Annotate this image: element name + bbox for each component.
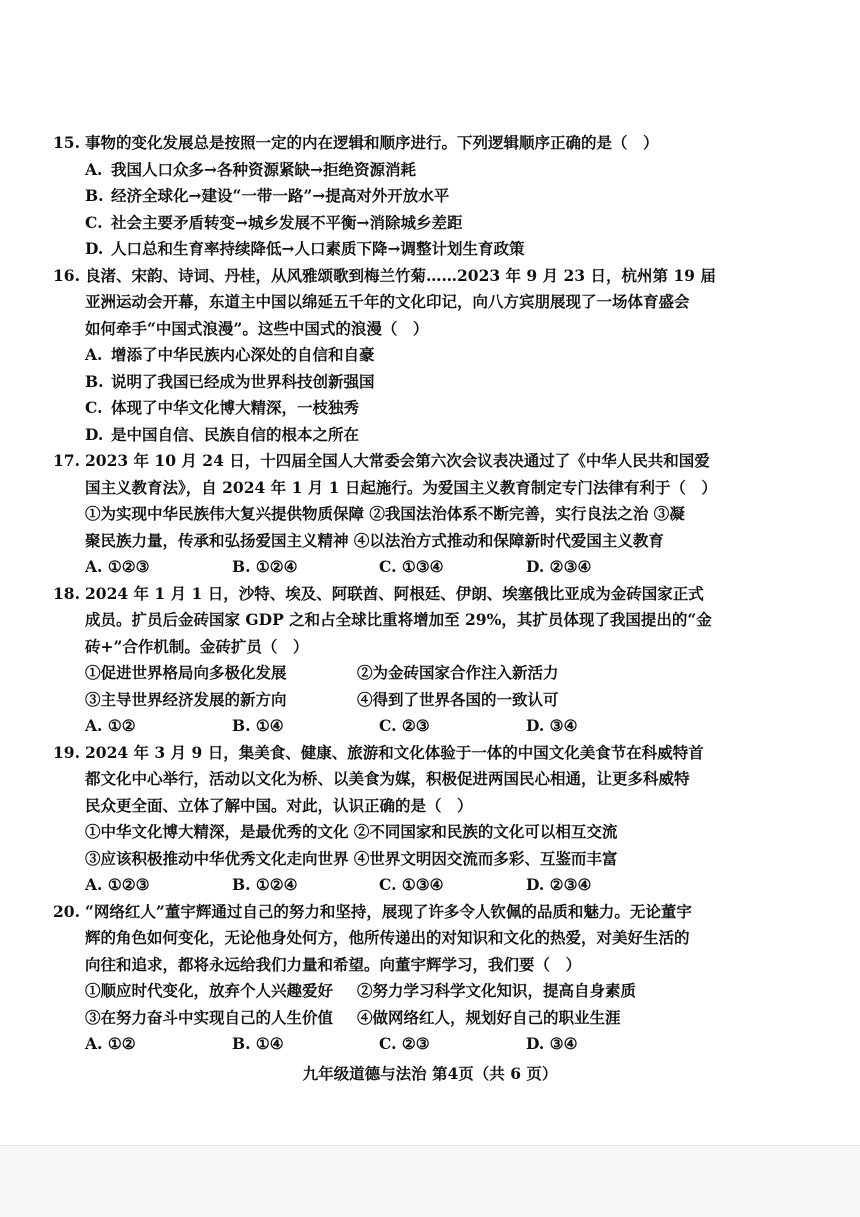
question-16 [0,263,860,449]
option-a: A. 我国人口众多→各种资源紧缺→拒绝资源消耗 [85,159,416,179]
option-a: A. 增添了中华民族内心深处的自信和自豪 [85,345,375,364]
statement-row [0,1005,860,1032]
statement-line: ①中华文化博大精深，是最优秀的文化 ②不同国家和民族的文化可以相互交流 [85,822,618,841]
option-b: B. ①②④ [232,875,298,894]
statement-3: ③在努力奋斗中实现自己的人生价值 [85,1007,334,1027]
question-19 [0,740,860,899]
option-b: B. ①②④ [232,557,298,576]
option-c: C. ①③④ [379,557,444,576]
question-stem: 2024 年 3 月 9 日，集美食、健康、旅游和文化体验于一体的中国文化美食节在科威特首 [85,742,704,762]
answer-options [0,872,860,899]
statement-line: ③应该积极推动中华优秀文化走向世界 ④世界文明因交流而多彩、互鉴而丰富 [85,848,618,868]
option-d: D. 是中国自信、民族自信的根本之所在 [85,424,360,444]
question-list [0,130,860,1058]
question-stem: 向往和追求，都将永远给我们力量和希望。向董宇辉学习，我们要（ ） [85,954,582,974]
question-17 [0,448,860,581]
statement-4: ④做网络红人，规划好自己的职业生涯 [357,1007,621,1027]
question-stem: 如何牵手“中国式浪漫”。这些中国式的浪漫（ ） [85,318,429,338]
question-number: 15. [53,133,80,152]
question-stem: 2023 年 10 月 24 日，十四届全国人大常委会第六次会议表决通过了《中华人民共和国爱 [85,451,710,470]
option-b: B. 经济全球化→建设“一带一路”→提高对外开放水平 [85,186,450,205]
option-d: D. ③④ [526,1034,578,1053]
option-a: A. ①② [85,1034,136,1053]
option-d: D. ②③④ [526,557,592,576]
option-b: B. 说明了我国已经成为世界科技创新强国 [85,371,375,391]
statement-row [0,687,860,714]
option-c: C. 体现了中华文化博大精深，一枝独秀 [85,398,360,417]
answer-options [0,554,860,581]
question-number: 20. [53,901,80,921]
statement-1: ①顺应时代变化，放弃个人兴趣爱好 [85,981,334,1000]
question-number: 19. [53,742,80,762]
option-c: C. ②③ [379,716,430,735]
statement-4: ④得到了世界各国的一致认可 [357,689,559,709]
option-d: D. 人口总和生育率持续降低→人口素质下降→调整计划生育政策 [85,239,525,258]
statement-line: 聚民族力量，传承和弘扬爱国主义精神 ④以法治方式推动和保障新时代爱国主义教育 [85,530,664,550]
question-stem: 都文化中心举行，活动以文化为桥、以美食为媒，积极促进两国民心相通，让更多科威特 [85,769,690,788]
question-stem: “网络红人”董宇辉通过自己的努力和坚持，展现了许多令人钦佩的品质和魅力。无论董宇 [85,901,692,921]
question-stem: 成员。扩员后金砖国家 GDP 之和占全球比重将增加至 29%，其扩员体现了我国提出的“金 [85,610,712,629]
question-stem: 事物的变化发展总是按照一定的内在逻辑和顺序进行。下列逻辑顺序正确的是（ ） [85,133,659,152]
question-number: 18. [53,583,80,603]
statement-row [0,978,860,1005]
option-a: A. ①②③ [85,875,150,894]
option-a: A. ①②③ [85,557,150,576]
option-d: D. ②③④ [526,875,592,894]
page-bottom-margin [0,1145,860,1217]
option-c: C. ①③④ [379,875,444,894]
answer-options [0,1031,860,1058]
question-20 [0,899,860,1058]
question-number: 17. [53,451,80,470]
question-15 [0,130,860,263]
question-stem: 2024 年 1 月 1 日，沙特、埃及、阿联酋、阿根廷、伊朗、埃塞俄比亚成为金砖国家正式 [85,583,704,603]
statement-3: ③主导世界经济发展的新方向 [85,689,287,709]
question-number: 16. [53,265,80,285]
statement-2: ②为金砖国家合作注入新活力 [357,663,559,682]
statement-row [0,660,860,687]
question-stem: 良渚、宋韵、诗词、丹桂，从风雅颂歌到梅兰竹菊……2023 年 9 月 23 日，杭州第 19 届 [85,265,716,285]
question-18 [0,581,860,740]
statement-2: ②努力学习科学文化知识，提高自身素质 [357,981,637,1000]
option-c: C. 社会主要矛盾转变→城乡发展不平衡→消除城乡差距 [85,212,463,232]
option-b: B. ①④ [232,1034,284,1053]
statement-line: ①为实现中华民族伟大复兴提供物质保障 ②我国法治体系不断完善，实行良法之治 ③凝 [85,504,685,523]
question-stem: 辉的角色如何变化，无论他身处何方，他所传递出的对知识和文化的热爱，对美好生活的 [85,928,690,947]
page-footer: 九年级道德与法治 第4页（共 6 页） [302,1064,558,1083]
option-d: D. ③④ [526,716,578,735]
question-stem: 民众更全面、立体了解中国。对此，认识正确的是（ ） [85,795,473,815]
question-stem: 砖+”合作机制。金砖扩员（ ） [85,636,309,656]
answer-options [0,713,860,740]
question-stem: 亚洲运动会开幕，东道主中国以绵延五千年的文化印记，向八方宾朋展现了一场体育盛会 [85,292,690,311]
option-c: C. ②③ [379,1034,430,1053]
question-stem: 国主义教育法》，自 2024 年 1 月 1 日起施行。为爱国主义教育制定专门法律有利于（ ） [85,477,717,497]
option-b: B. ①④ [232,716,284,735]
option-a: A. ①② [85,716,136,735]
statement-1: ①促进世界格局向多极化发展 [85,663,287,682]
